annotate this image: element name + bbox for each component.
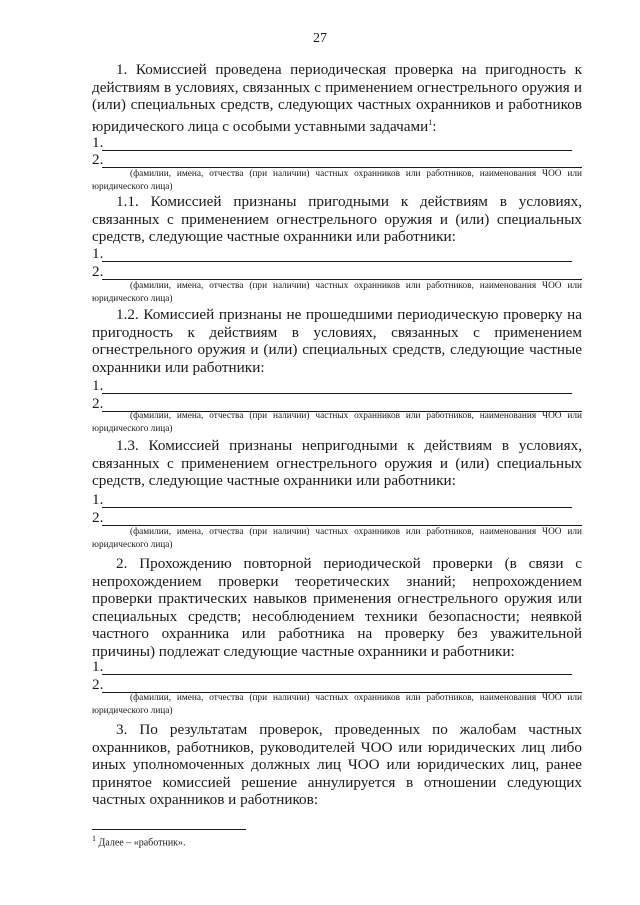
section-1-paragraph (92, 61, 582, 135)
underline (102, 507, 572, 508)
blank-number: 1. (92, 658, 104, 675)
blank-line-2-2 (92, 264, 582, 280)
section-3-paragraph: 3. По результатам проверок, проведенных по жалобам частных охранников, работников, руководителей ЧОО или юридических лиц либо иных уполномоченных должных лиц ЧОО или юридических лиц, ранее принятое комиссией решение аннулируется в отношении следующих частных охранников и работников: (92, 721, 582, 809)
blank-number: 1. (92, 134, 104, 151)
footnote (92, 834, 186, 848)
blank-number: 2. (92, 395, 104, 412)
blank-note-4: (фамилии, имена, отчества (при наличии) частных охранников или работников, наименования ЧОО или юридического лица) (92, 527, 582, 550)
section-1-text: 1. Комиссией проведена периодическая проверка на пригодность к действиям в условиях, связанных с применением огнестрельного оружия и (или) специальных средств, следующих частных охранников и работников юридического лица с особыми уставными задачами (92, 61, 582, 135)
section-2-paragraph: 2. Прохождению повторной периодической проверки (в связи с непрохождением проверки теоретических знаний; непрохождением проверки практических навыков применения огнестрельного оружия или специальных средств; несоблюдением техники безопасности; неявкой частного охранника или работника на проверку без уважительной причины) подлежат следующие частные охранники и работники: (92, 555, 582, 660)
footnote-ref: 1 (428, 117, 433, 127)
underline (102, 261, 572, 262)
blank-line-2-1 (92, 246, 572, 262)
blank-line-1-2 (92, 152, 582, 168)
footnote-marker: 1 (92, 834, 96, 843)
blank-line-1-1 (92, 135, 572, 151)
blank-note-5: (фамилии, имена, отчества (при наличии) частных охранников или работников, наименования ЧОО или юридического лица) (92, 693, 582, 716)
blank-line-5-1 (92, 659, 572, 675)
page-number: 27 (313, 31, 327, 46)
underline (102, 674, 572, 675)
blank-note-2: (фамилии, имена, отчества (при наличии) частных охранников или работников, наименования ЧОО или юридического лица) (92, 281, 582, 304)
section-1-3-paragraph: 1.3. Комиссией признаны непригодными к действиям в условиях, связанных с применением огнестрельного оружия и (или) специальных средств, следующие частные охранники или работники: (92, 437, 582, 490)
blank-line-4-1 (92, 492, 572, 508)
blank-note-3: (фамилии, имена, отчества (при наличии) частных охранников или работников, наименования ЧОО или юридического лица) (92, 411, 582, 434)
blank-line-4-2 (92, 510, 582, 526)
blank-number: 2. (92, 509, 104, 526)
blank-number: 2. (92, 676, 104, 693)
blank-line-5-2 (92, 677, 582, 693)
underline (102, 150, 572, 151)
footnote-separator (92, 829, 246, 830)
blank-number: 2. (92, 263, 104, 280)
blank-note-1: (фамилии, имена, отчества (при наличии) частных охранников или работников, наименования ЧОО или юридического лица) (92, 169, 582, 192)
section-1-suffix: : (432, 117, 437, 135)
blank-number: 1. (92, 245, 104, 262)
underline (102, 393, 572, 394)
section-1-1-paragraph: 1.1. Комиссией признаны пригодными к действиям в условиях, связанных с применением огнестрельного оружия и (или) специальных средств, следующие частные охранники или работники: (92, 193, 582, 246)
blank-line-3-1 (92, 378, 572, 394)
footnote-text: Далее – «работник». (96, 837, 186, 849)
blank-number: 2. (92, 151, 104, 168)
blank-number: 1. (92, 491, 104, 508)
blank-number: 1. (92, 377, 104, 394)
section-1-2-paragraph: 1.2. Комиссией признаны не прошедшими периодическую проверку на пригодность к действиям в условиях, связанных с применением огнестрельного оружия и (или) специальных средств, следующие частные охранники или работники: (92, 306, 582, 376)
